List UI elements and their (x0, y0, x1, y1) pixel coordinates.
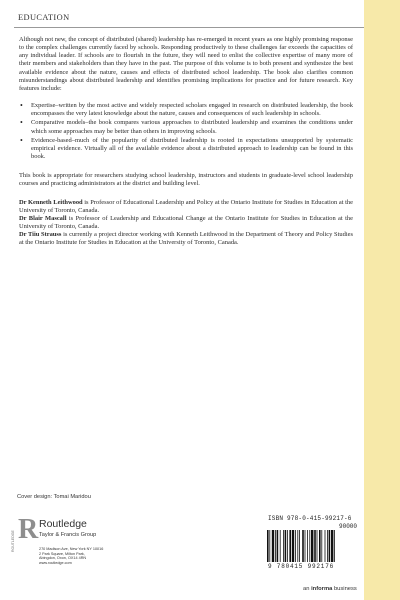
list-item (19, 102, 353, 118)
routledge-logo-icon: R ROUTLEDGE (11, 514, 39, 552)
isbn-text: ISBN 978-0-415-99217-6 (268, 515, 352, 522)
barcode-icon (266, 530, 359, 562)
price-code: 90000 (339, 523, 358, 530)
intro-paragraph: Although not new, the concept of distributed (shared) leadership has re-emerged in recent years as one highly promising response to the complex challenges currently faced by schools. Responding productively to these challenges far exceeds the capacities of any individual leader. If schools are to flourish in the future, they will need to enlist the collective expertise of many more of their members and stakeholders than they have in the past. The purpose of this volume is to both present and synthesize the best available evidence about the nature, causes and effects of distributed school leadership. The book also clarifies common misunderstandings about distributed leadership and identifies promising implications for practice and for future research. Key features include: (19, 36, 353, 92)
bullet-icon: • (20, 135, 23, 145)
author-name: Dr Kenneth Leithwood (19, 198, 83, 206)
cover-design-credit: Cover design: Tomai Maridou (17, 494, 91, 500)
blurb (19, 36, 353, 247)
author-name: Dr Blair Mascall (19, 214, 67, 222)
author-bio-text: is Professor of Leadership and Educational Change at the Ontario Institute for Studies in Education at the University of Toronto, Canada. (19, 214, 353, 230)
author-name: Dr Tiiu Strauss (19, 231, 62, 239)
ean-text: 9 780415 992176 (268, 563, 335, 570)
address-line: 2 Park Square, Milton Park, (39, 551, 85, 556)
list-item (19, 119, 353, 135)
publisher-address (39, 547, 103, 566)
author-bio-text: is Professor of Educational Leadership and Policy at the Ontario Institute for Studies in Education at the University of Toronto, Canada. (19, 198, 354, 214)
list-item-text: Comparative models–the book compares various approaches to distributed leadership and examines the conditions under which some approaches may be better than others in improving schools. (31, 119, 353, 135)
list-item (19, 137, 353, 161)
author-bio (19, 199, 353, 215)
informa-footer: an informa business (303, 586, 357, 592)
features-list (19, 102, 353, 161)
subject-heading: EDUCATION (18, 13, 70, 22)
author-bio (19, 231, 353, 247)
publisher-name: Routledge (39, 518, 87, 530)
author-bio (19, 215, 353, 231)
divider (14, 27, 364, 28)
audience-paragraph: This book is appropriate for researchers studying school leadership, instructors and students in graduate-level school leadership courses and practicing administrators at the district and building level. (19, 172, 353, 188)
publisher-subtitle: Taylor & Francis Group (39, 532, 97, 538)
author-bio-text: is currently a project director working with Kenneth Leithwood in the Department of Theory and Policy Studies at the Ontario Institute for Studies in Education at the University of Toronto, Canada. (19, 231, 353, 247)
bullet-icon: • (20, 118, 23, 128)
address-line: www.routledge.com (39, 561, 72, 566)
address-line: Abingdon, Oxon, OX14 4RN (39, 556, 87, 561)
list-item-text: Expertise–written by the most active and widely respected scholars engaged in research on distributed leadership, the book encompasses the very latest knowledge about the nature, causes and consequences of such leadership in schools. (31, 102, 353, 118)
bullet-icon: • (20, 101, 23, 111)
list-item-text: Evidence-based–much of the popularity of distributed leadership is rooted in expectations unsupported by systematic empirical evidence. Virtually all of the available evidence about a distributed approach to leadership can be found in this book. (31, 136, 353, 161)
address-line: 270 Madison Ave, New York NY 10016 (39, 547, 104, 551)
informa-brand: informa (311, 586, 333, 592)
